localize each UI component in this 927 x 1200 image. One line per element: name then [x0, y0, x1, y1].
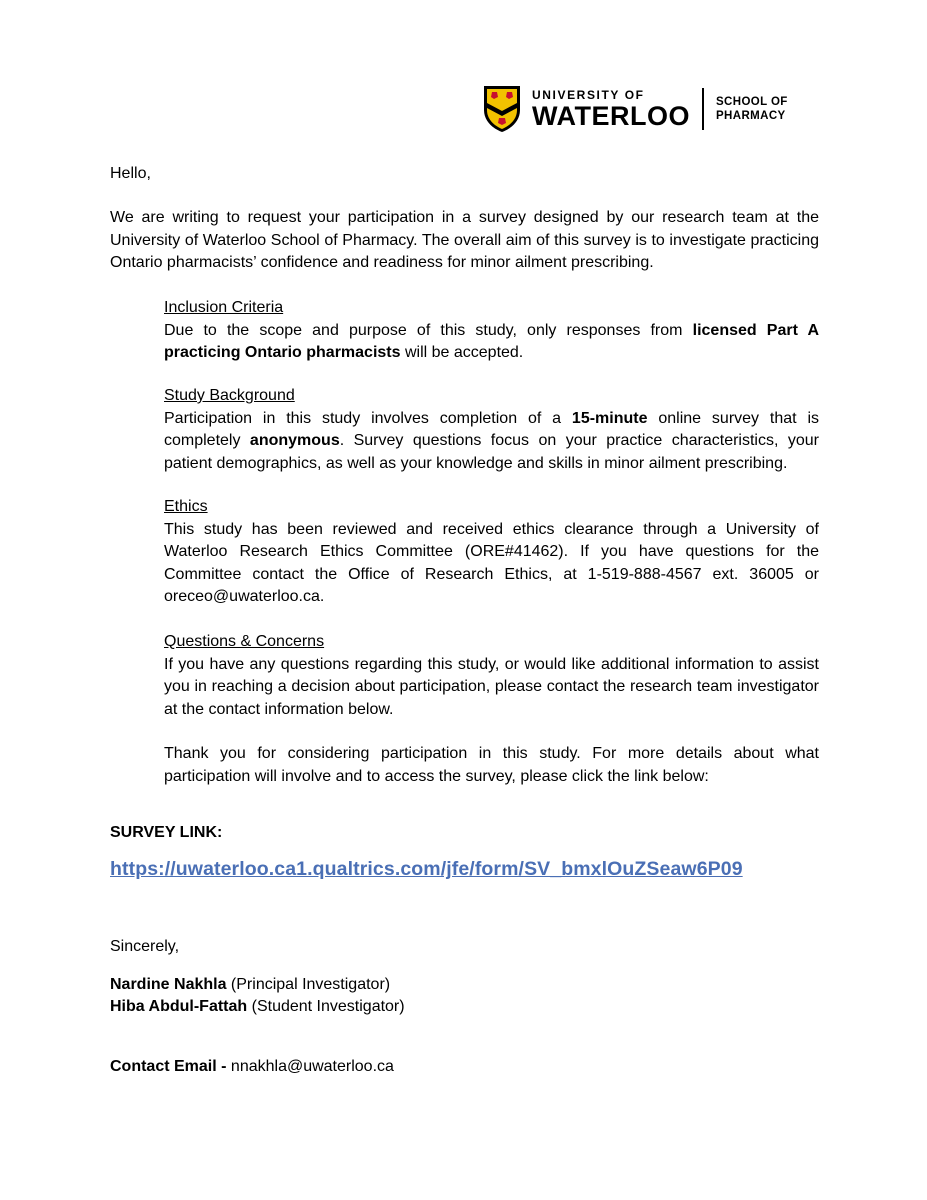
- signatory: [110, 974, 819, 997]
- signatory-name: Nardine Nakhla: [110, 976, 227, 993]
- school-line-2: PHARMACY: [715, 110, 786, 122]
- university-logo: [482, 84, 788, 134]
- signatory-name: Hiba Abdul-Fattah: [110, 998, 248, 1015]
- background-section: [164, 385, 819, 475]
- background-text-2: online survey that is completely: [164, 409, 819, 449]
- questions-text: If you have any questions regarding this study, or would like additional information to assist you in reaching a decision about participation, please contact the research team investigator at the contact information below.: [164, 655, 819, 718]
- ethics-heading: Ethics: [164, 498, 208, 515]
- school-line-1: SCHOOL OF: [715, 95, 788, 108]
- questions-heading: Questions & Concerns: [164, 633, 325, 650]
- crest-icon: [482, 84, 522, 134]
- closing: Sincerely,: [110, 938, 180, 955]
- intro-paragraph: We are writing to request your participation in a survey designed by our research team at the University of Waterloo School of Pharmacy. The overall aim of this survey is to investigate practicing Ontario pharmacists’ confidence and readiness for minor ailment prescribing.: [110, 209, 819, 271]
- background-bold-1: 15-minute: [571, 409, 648, 427]
- ethics-section: [164, 496, 819, 609]
- inclusion-text-after: will be accepted.: [400, 344, 524, 361]
- thanks-paragraph: Thank you for considering participation in this study. For more details about what participation will involve and to access the survey, please click the link below:: [164, 745, 819, 785]
- greeting: Hello,: [110, 165, 151, 182]
- questions-section: [164, 631, 819, 721]
- inclusion-section: [164, 297, 819, 365]
- background-bold-2: anonymous: [249, 432, 340, 449]
- university-top-text: UNIVERSITY OF: [532, 87, 645, 102]
- background-heading: Study Background: [164, 387, 295, 404]
- contact-email-label: Contact Email -: [110, 1058, 227, 1075]
- university-wordmark: [532, 89, 690, 130]
- signatory: [110, 996, 819, 1019]
- contact-email-address: nnakhla@uwaterloo.ca: [226, 1058, 394, 1075]
- survey-link[interactable]: https://uwaterloo.ca1.qualtrics.com/jfe/form/SV_bmxlOuZSeaw6P09: [110, 858, 743, 880]
- signatory-role: (Student Investigator): [247, 998, 405, 1015]
- logo-divider: [702, 88, 704, 130]
- contact-email: [110, 1056, 819, 1079]
- inclusion-bold: licensed Part A practicing Ontario pharmacists: [164, 321, 820, 361]
- inclusion-text-before: Due to the scope and purpose of this study, only responses from: [164, 321, 693, 339]
- university-main-text: WATERLOO: [532, 100, 690, 131]
- survey-link-label: SURVEY LINK:: [110, 824, 223, 841]
- background-text-3: . Survey questions focus on your practice characteristics, your patient demographics, as well as your knowledge and skills in minor ailment prescribing.: [164, 432, 819, 472]
- inclusion-heading: Inclusion Criteria: [164, 299, 284, 316]
- signatory-role: (Principal Investigator): [226, 976, 391, 993]
- background-text-1: Participation in this study involves completion of a: [164, 409, 572, 427]
- ethics-text: This study has been reviewed and received ethics clearance through a University of Waterloo Research Ethics Committee (ORE#41462). If you have questions for the Committee contact the Office of Research Ethics, at 1-519-888-4567 ext. 36005 or oreceo@uwaterloo.ca.: [164, 520, 819, 605]
- school-name: [716, 95, 788, 124]
